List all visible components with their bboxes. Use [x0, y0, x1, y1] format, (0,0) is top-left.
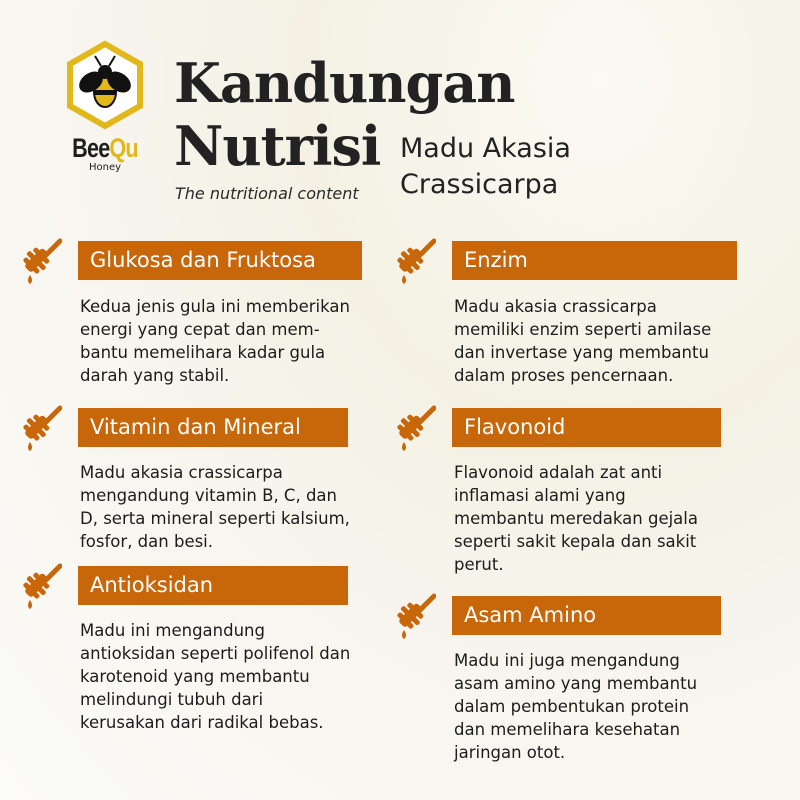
description-line: fosfor, dan besi. [80, 532, 214, 551]
description-line: jaringan otot. [454, 743, 566, 762]
description-line: dan memelihara kesehatan [454, 720, 681, 739]
description-line: Flavonoid adalah zat anti [454, 463, 663, 482]
description-line: dalam proses pencernaan. [454, 366, 674, 385]
description-line: karotenoid yang membantu [80, 667, 310, 686]
section-banner: Vitamin dan Mineral [78, 408, 348, 447]
honey-dipper-icon [394, 237, 436, 289]
section-banner: Glukosa dan Fruktosa [78, 241, 362, 280]
description-line: bantu memelihara kadar gula [80, 343, 326, 362]
honey-dipper-icon [20, 562, 62, 614]
description-line: dalam pembentukan protein [454, 697, 690, 716]
description-line: energi yang cepat dan mem- [80, 320, 320, 339]
section-description [80, 295, 350, 387]
bee-hexagon-icon [62, 40, 148, 130]
section-banner: Antioksidan [78, 566, 348, 605]
product-name-line2: Crassicarpa [400, 169, 559, 200]
brand-name [71, 134, 140, 162]
section-description [454, 649, 697, 764]
description-line: Madu ini mengandung [80, 621, 265, 640]
section-banner: Enzim [452, 241, 737, 280]
section-description [454, 461, 698, 576]
description-line: darah yang stabil. [80, 366, 230, 385]
description-line: Madu ini juga mengandung [454, 651, 680, 670]
description-line: seperti sakit kepala dan sakit [454, 532, 697, 551]
product-name-line1: Madu Akasia [400, 133, 571, 164]
section-description [454, 295, 711, 387]
section-description [80, 461, 350, 553]
description-line: kerusakan dari radikal bebas. [80, 713, 324, 732]
section-banner: Asam Amino [452, 596, 721, 635]
description-line: perut. [454, 555, 504, 574]
page-subtitle: The nutritional content [175, 184, 359, 203]
description-line: dan invertase yang membantu [454, 343, 709, 362]
description-line: Madu akasia crassicarpa [454, 297, 657, 316]
description-line: melindungi tubuh dari [80, 690, 264, 709]
description-line: mengandung vitamin B, C, dan [80, 486, 337, 505]
brand-name-bee: Bee [72, 133, 110, 163]
honey-dipper-icon [394, 592, 436, 644]
description-line: Kedua jenis gula ini memberikan [80, 297, 350, 316]
section-description [80, 619, 350, 734]
brand-logo [62, 40, 148, 173]
description-line: inflamasi alami yang [454, 486, 626, 505]
brand-name-qu: Qu [109, 133, 138, 163]
honey-dipper-icon [20, 237, 62, 289]
description-line: antioksidan seperti polifenol dan [80, 644, 351, 663]
description-line: Madu akasia crassicarpa [80, 463, 283, 482]
description-line: memiliki enzim seperti amilase [454, 320, 712, 339]
description-line: membantu meredakan gejala [454, 509, 698, 528]
honey-dipper-icon [20, 404, 62, 456]
honey-dipper-icon [394, 404, 436, 456]
brand-tagline: Honey [88, 162, 122, 173]
page-title-line2: Nutrisi [174, 114, 381, 178]
description-line: asam amino yang membantu [454, 674, 698, 693]
section-banner: Flavonoid [452, 408, 721, 447]
page-title-line1: Kandungan [174, 51, 515, 115]
description-line: D, serta mineral seperti kalsium, [80, 509, 350, 528]
